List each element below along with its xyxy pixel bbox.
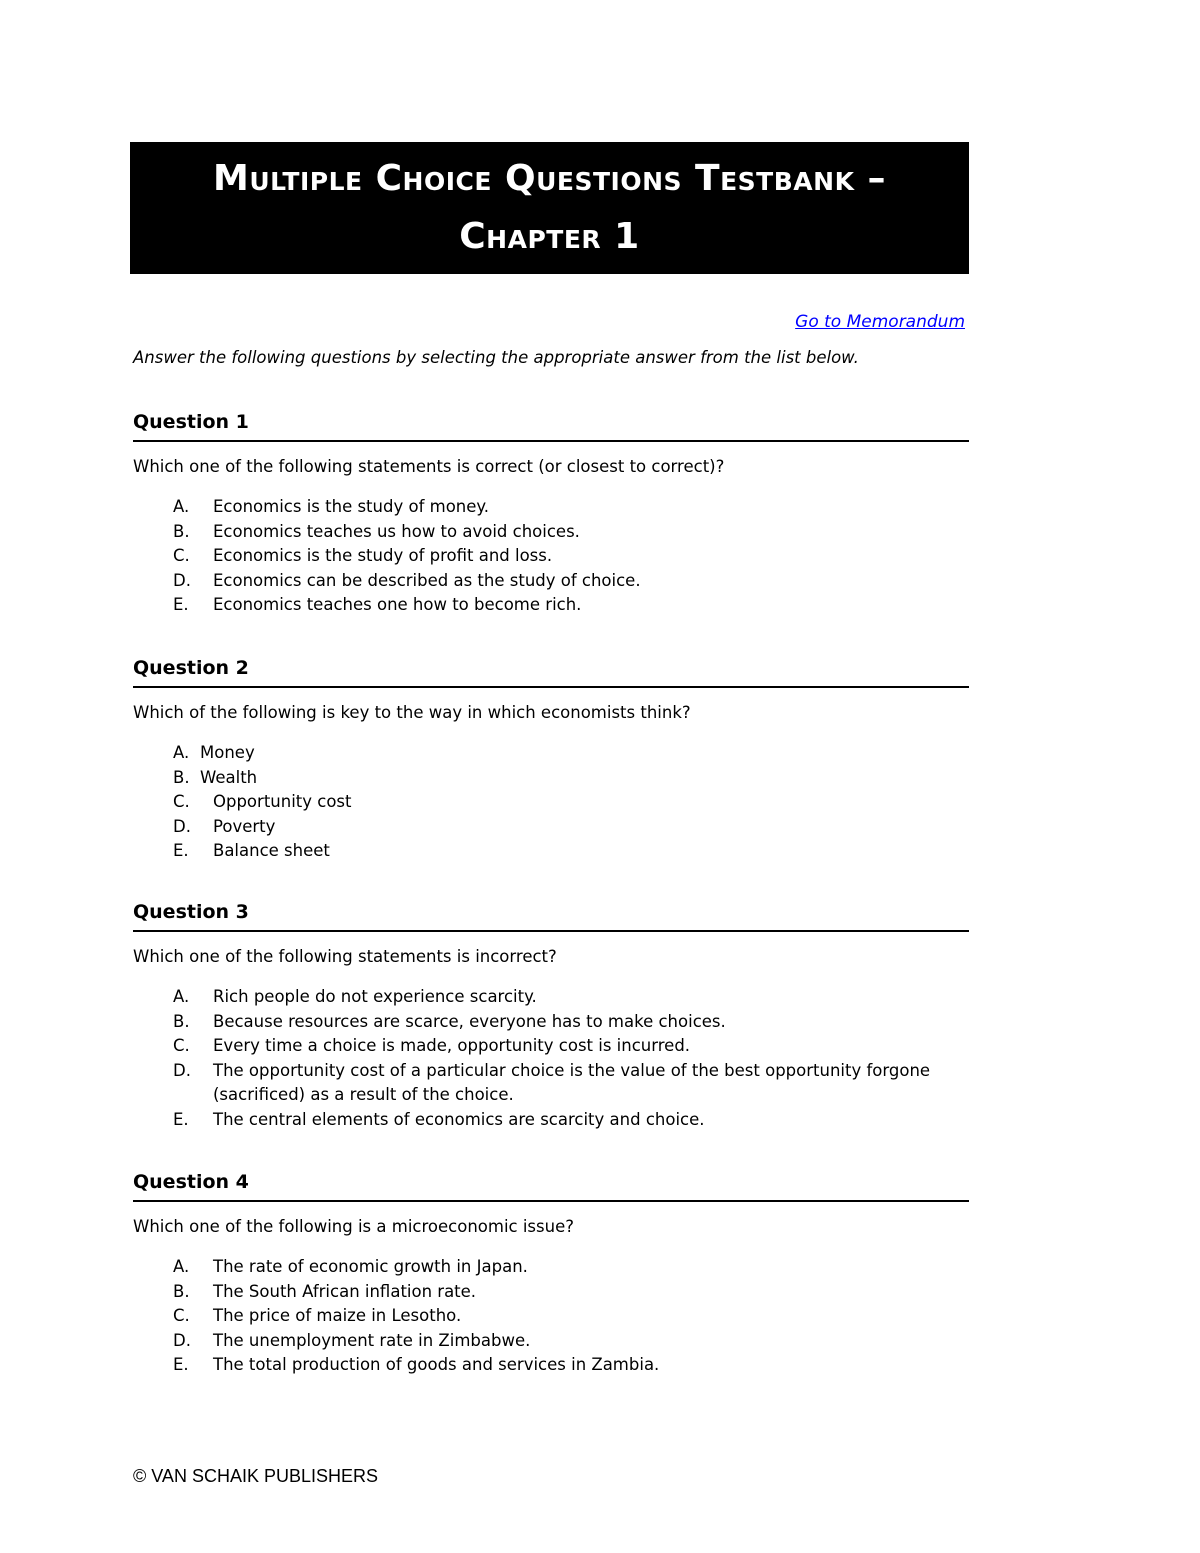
question-heading: Question 3 xyxy=(133,898,969,932)
option-letter: E. xyxy=(173,841,189,861)
option-text: The unemployment rate in Zimbabwe. xyxy=(213,1330,531,1350)
option-letter: B. xyxy=(173,1281,190,1301)
option-text: Rich people do not experience scarcity. xyxy=(213,987,537,1006)
option-text: Economics teaches us how to avoid choices. xyxy=(213,521,580,541)
question-block-3 xyxy=(133,898,969,1133)
question-text: Which of the following is key to the way in which economists think? xyxy=(133,703,691,722)
question-heading: Question 1 xyxy=(133,408,969,442)
options-list xyxy=(133,985,969,1133)
option-text: Economics is the study of profit and loss. xyxy=(213,546,553,566)
option-item xyxy=(133,790,969,815)
option-letter: B. xyxy=(173,521,190,541)
memorandum-link[interactable]: Go to Memorandum xyxy=(795,312,965,332)
options-list xyxy=(133,495,969,618)
option-item xyxy=(133,1280,969,1305)
option-text: Poverty xyxy=(213,816,276,836)
title-line-2: Chapter 1 xyxy=(459,216,640,257)
option-text: Money xyxy=(200,743,255,762)
options-list xyxy=(133,741,969,864)
question-text: Which one of the following statements is incorrect? xyxy=(133,947,557,966)
option-item xyxy=(133,1255,969,1280)
question-heading: Question 2 xyxy=(133,654,969,688)
option-text: Opportunity cost xyxy=(213,792,352,812)
option-item xyxy=(133,1353,969,1378)
option-letter: E. xyxy=(173,1355,189,1375)
option-text: The South African inflation rate. xyxy=(213,1281,477,1301)
option-text: The price of maize in Lesotho. xyxy=(213,1306,462,1326)
instructions-text: Answer the following questions by selecting the appropriate answer from the list below. xyxy=(133,348,859,367)
option-item xyxy=(133,1059,969,1108)
option-text: The rate of economic growth in Japan. xyxy=(213,1257,528,1276)
option-text: The total production of goods and services in Zambia. xyxy=(213,1355,660,1375)
option-letter: B. xyxy=(173,1011,190,1031)
option-item xyxy=(133,495,969,520)
title-banner xyxy=(130,142,969,274)
option-letter: A. xyxy=(173,743,190,762)
question-block-2 xyxy=(133,654,969,864)
option-item xyxy=(133,520,969,545)
option-text: Economics teaches one how to become rich. xyxy=(213,595,582,615)
option-item xyxy=(133,569,969,594)
option-text: Because resources are scarce, everyone has to make choices. xyxy=(213,1011,726,1031)
option-letter: A. xyxy=(173,987,190,1006)
option-text: Wealth xyxy=(200,767,258,787)
option-letter: C. xyxy=(173,1306,190,1326)
option-letter: B. xyxy=(173,767,190,787)
option-letter: A. xyxy=(173,1257,190,1276)
option-item xyxy=(133,1108,969,1133)
option-letter: D. xyxy=(173,1330,191,1350)
option-letter: C. xyxy=(173,1036,190,1056)
option-item xyxy=(133,1329,969,1354)
option-item xyxy=(133,839,969,864)
option-letter: D. xyxy=(173,570,191,590)
option-text: The central elements of economics are scarcity and choice. xyxy=(213,1109,705,1129)
title-line-1: Multiple Choice Questions Testbank – xyxy=(213,158,886,199)
option-item xyxy=(133,815,969,840)
option-item xyxy=(133,544,969,569)
options-list xyxy=(133,1255,969,1378)
publisher-footer: © VAN SCHAIK PUBLISHERS xyxy=(133,1466,378,1486)
option-letter: A. xyxy=(173,497,190,516)
option-letter: E. xyxy=(173,1109,189,1129)
option-letter: C. xyxy=(173,792,190,812)
option-text: Economics is the study of money. xyxy=(213,497,490,516)
question-text: Which one of the following is a microeconomic issue? xyxy=(133,1217,574,1236)
option-letter: E. xyxy=(173,595,189,615)
option-item xyxy=(133,1304,969,1329)
option-item xyxy=(133,985,969,1010)
option-item xyxy=(133,741,969,766)
option-text: Balance sheet xyxy=(213,841,330,861)
option-letter: D. xyxy=(173,1060,191,1080)
question-heading: Question 4 xyxy=(133,1168,969,1202)
question-block-4 xyxy=(133,1168,969,1378)
option-item xyxy=(133,766,969,791)
option-item xyxy=(133,593,969,618)
question-block-1 xyxy=(133,408,969,618)
option-item xyxy=(133,1034,969,1059)
question-text: Which one of the following statements is correct (or closest to correct)? xyxy=(133,457,725,476)
option-letter: C. xyxy=(173,546,190,566)
option-text: Every time a choice is made, opportunity cost is incurred. xyxy=(213,1036,691,1056)
option-text: The opportunity cost of a particular choice is the value of the best opportunity forgone (sacrificed) as a result of the choice. xyxy=(213,1060,931,1105)
option-text: Economics can be described as the study of choice. xyxy=(213,570,641,590)
option-item xyxy=(133,1010,969,1035)
option-letter: D. xyxy=(173,816,191,836)
